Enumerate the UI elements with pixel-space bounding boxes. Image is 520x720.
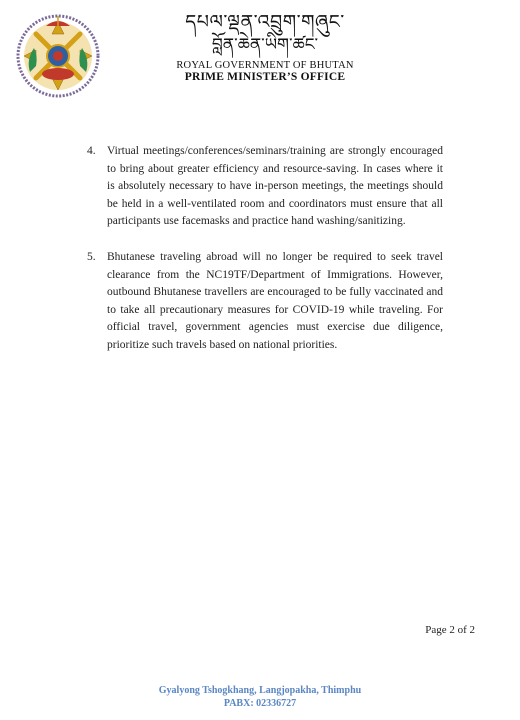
royal-emblem-icon — [8, 12, 108, 98]
government-name: ROYAL GOVERNMENT OF BHUTAN — [176, 60, 354, 71]
item-text: Bhutanese traveling abroad will no longer be required to seek travel clearance from the NC19TF/Department of Immigrations. However, outbound Bhutanese travellers are encouraged to be fully vaccinated and to take all precautionary measures for COVID-19 while traveling. For official travel, government agencies must exercise due diligence, prioritize such travels based on national priorities. — [107, 250, 443, 351]
list-item — [87, 249, 443, 355]
dzongkha-government-title: དཔལ་ལྡན་འབྲུག་གཞུང་ — [185, 11, 345, 33]
dzongkha-office-title: བློན་ཆེན་ཡིག་ཚང་ — [211, 35, 319, 55]
list-item — [87, 143, 443, 231]
footer-phone: PABX: 02336727 — [223, 698, 297, 709]
item-number: 4. — [87, 145, 96, 157]
footer-address: Gyalyong Tshogkhang, Langjopakha, Thimphu — [158, 685, 362, 696]
page-number: Page 2 of 2 — [425, 624, 475, 636]
item-number: 5. — [87, 250, 96, 263]
letterhead — [120, 10, 410, 83]
office-name: PRIME MINISTER’S OFFICE — [184, 71, 346, 83]
numbered-list — [87, 143, 443, 373]
item-text: Virtual meetings/conferences/seminars/training are strongly encouraged to bring about greater efficiency and resource-saving. In cases where it is absolutely necessary to have in-person meetings, the meetings should be held in a well-ventilated room and coordinators must ensure that all participants use facemasks and practice hand washing/sanitizing. — [107, 145, 443, 228]
footer — [0, 684, 520, 710]
